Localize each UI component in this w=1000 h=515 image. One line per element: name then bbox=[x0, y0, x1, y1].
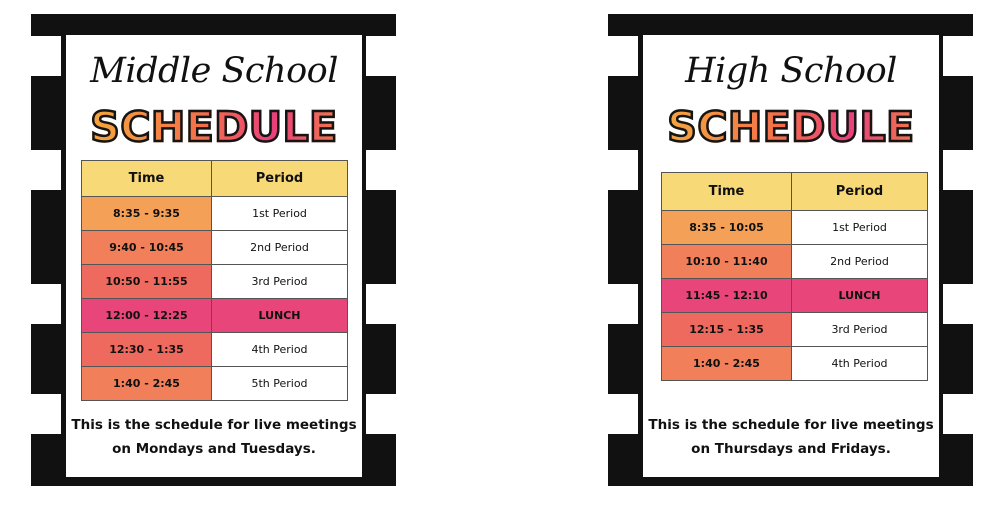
border-stripe bbox=[31, 150, 61, 190]
border-stripe bbox=[366, 394, 396, 434]
table-row bbox=[662, 347, 928, 381]
period-cell: 5th Period bbox=[212, 367, 348, 401]
time-cell: 12:00 - 12:25 bbox=[82, 299, 212, 333]
schedule-heading: SCHEDULE bbox=[66, 103, 362, 151]
note-line: This is the schedule for live meetings bbox=[71, 417, 357, 433]
period-column-header: Period bbox=[792, 173, 928, 211]
period-cell: 1st Period bbox=[212, 197, 348, 231]
border-stripe bbox=[608, 284, 638, 324]
border-stripe bbox=[31, 36, 61, 76]
script-title: High School bbox=[685, 51, 897, 91]
table-row bbox=[82, 231, 348, 265]
schedule-table bbox=[661, 172, 928, 381]
table-row bbox=[82, 265, 348, 299]
time-cell: 10:10 - 11:40 bbox=[662, 245, 792, 279]
time-cell: 1:40 - 2:45 bbox=[662, 347, 792, 381]
lunch-cell: LUNCH bbox=[792, 279, 928, 313]
time-cell: 12:15 - 1:35 bbox=[662, 313, 792, 347]
period-cell: 2nd Period bbox=[212, 231, 348, 265]
border-stripe bbox=[943, 284, 973, 324]
schedule-card bbox=[640, 32, 942, 480]
time-cell: 8:35 - 9:35 bbox=[82, 197, 212, 231]
time-column-header: Time bbox=[82, 161, 212, 197]
border-stripe bbox=[943, 394, 973, 434]
border-stripe bbox=[366, 284, 396, 324]
schedule-note bbox=[643, 413, 939, 461]
table-header-row bbox=[82, 161, 348, 197]
border-stripe bbox=[608, 394, 638, 434]
table-row-lunch bbox=[662, 279, 928, 313]
middle-school-schedule-poster bbox=[31, 14, 396, 486]
border-stripe bbox=[608, 150, 638, 190]
period-cell: 3rd Period bbox=[792, 313, 928, 347]
period-cell: 2nd Period bbox=[792, 245, 928, 279]
schedule-heading: SCHEDULE bbox=[643, 103, 939, 151]
note-line: This is the schedule for live meetings bbox=[648, 417, 934, 433]
time-cell: 11:45 - 12:10 bbox=[662, 279, 792, 313]
schedule-card bbox=[63, 32, 365, 480]
schedule-note bbox=[66, 413, 362, 461]
time-cell: 8:35 - 10:05 bbox=[662, 211, 792, 245]
table-row bbox=[82, 367, 348, 401]
border-stripe bbox=[366, 36, 396, 76]
table-header-row bbox=[662, 173, 928, 211]
time-cell: 1:40 - 2:45 bbox=[82, 367, 212, 401]
border-stripe bbox=[31, 284, 61, 324]
table-row bbox=[662, 211, 928, 245]
time-cell: 9:40 - 10:45 bbox=[82, 231, 212, 265]
border-stripe bbox=[608, 36, 638, 76]
border-stripe bbox=[366, 150, 396, 190]
lunch-cell: LUNCH bbox=[212, 299, 348, 333]
border-stripe bbox=[31, 394, 61, 434]
table-row bbox=[82, 197, 348, 231]
period-column-header: Period bbox=[212, 161, 348, 197]
border-stripe bbox=[943, 36, 973, 76]
table-row bbox=[662, 245, 928, 279]
border-stripe bbox=[943, 150, 973, 190]
note-line: on Mondays and Tuesdays. bbox=[112, 441, 316, 457]
note-line: on Thursdays and Fridays. bbox=[691, 441, 891, 457]
table-row bbox=[82, 333, 348, 367]
high-school-schedule-poster bbox=[608, 14, 973, 486]
table-row bbox=[662, 313, 928, 347]
table-row-lunch bbox=[82, 299, 348, 333]
script-title: Middle School bbox=[90, 51, 338, 91]
time-cell: 10:50 - 11:55 bbox=[82, 265, 212, 299]
schedule-table bbox=[81, 160, 348, 401]
period-cell: 1st Period bbox=[792, 211, 928, 245]
time-cell: 12:30 - 1:35 bbox=[82, 333, 212, 367]
period-cell: 3rd Period bbox=[212, 265, 348, 299]
period-cell: 4th Period bbox=[792, 347, 928, 381]
time-column-header: Time bbox=[662, 173, 792, 211]
period-cell: 4th Period bbox=[212, 333, 348, 367]
